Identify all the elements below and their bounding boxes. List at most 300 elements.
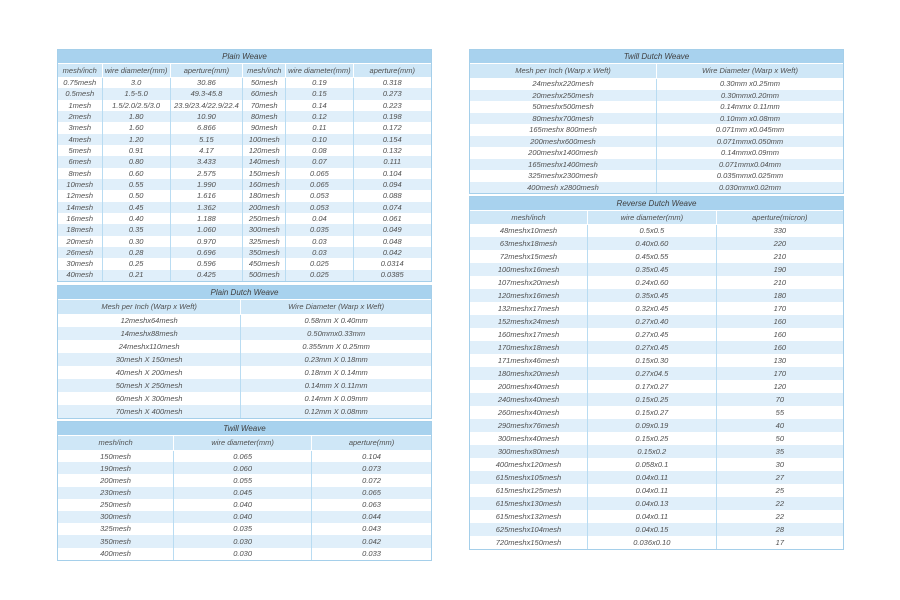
table-cell: 0.15 [286, 88, 353, 99]
table-cell: 1.362 [170, 202, 242, 213]
column-header: wire diameter(mm) [102, 64, 170, 77]
table-cell: 0.063 [312, 499, 431, 511]
table-cell: 40mesh X 200mesh [115, 367, 183, 377]
table-cell: 0.0314 [353, 258, 431, 269]
table-row [470, 182, 843, 194]
table-cell: 4mesh [68, 134, 91, 144]
table-cell: 140mesh [243, 156, 286, 167]
table-cell: 0.28 [102, 247, 170, 258]
table-cell: 3.433 [170, 156, 242, 167]
table-cell: 50mesh [243, 77, 286, 88]
table-cell: 0.0385 [353, 270, 431, 281]
table-cell: 615meshx125mesh [495, 485, 562, 495]
table-cell: 0.04x0.15 [587, 523, 716, 536]
table-cell: 63meshx18mesh [499, 238, 558, 248]
table-cell: 50meshx500mesh [532, 102, 594, 111]
table-cell: 3.0 [102, 77, 170, 88]
table-cell: 24meshx110mesh [118, 341, 180, 351]
table-cell: 0.072 [312, 474, 431, 486]
table-cell: 30mesh X 150mesh [115, 354, 183, 364]
table-cell: 0.104 [353, 168, 431, 179]
table-row [470, 536, 843, 549]
table-row [58, 77, 431, 88]
table-row [58, 535, 431, 547]
table-cell: 0.970 [170, 236, 242, 247]
column-header: mesh/inch [58, 64, 102, 77]
table-cell: 0.30 [102, 236, 170, 247]
column-header: Wire Diameter (Warp x Weft) [657, 64, 844, 78]
column-header: aperture(mm) [312, 436, 431, 450]
table-cell: 160 [716, 328, 843, 341]
table-cell: 1.80 [102, 111, 170, 122]
table-row [58, 405, 431, 418]
table-cell: 0.111 [353, 156, 431, 167]
table-row [470, 302, 843, 315]
table-row [470, 484, 843, 497]
table-cell: 300mesh [100, 512, 131, 522]
table-cell: 160meshx17mesh [497, 329, 560, 339]
table-cell: 22 [716, 510, 843, 523]
table-cell: 0.355mm X 0.25mm [241, 340, 431, 353]
reverse-dutch-weave-grid [470, 211, 843, 549]
table-cell: 180mesh [243, 190, 286, 201]
table-cell: 1.20 [102, 134, 170, 145]
table-cell: 5.15 [170, 134, 242, 145]
table-cell: 2mesh [68, 111, 91, 121]
table-cell: 0.044 [312, 511, 431, 523]
table-cell: 70mesh [243, 100, 286, 111]
table-row [470, 471, 843, 484]
table-cell: 170meshx18mesh [497, 342, 560, 352]
header-row [470, 211, 843, 224]
table-row [470, 159, 843, 171]
table-cell: 22 [716, 497, 843, 510]
table-cell: 0.25 [102, 258, 170, 269]
table-cell: 0.11 [286, 122, 353, 133]
header-row [58, 300, 431, 314]
table-cell: 1.5-5.0 [102, 88, 170, 99]
table-cell: 30.86 [170, 77, 242, 88]
table-cell: 50 [716, 432, 843, 445]
table-cell: 0.17x0.27 [587, 380, 716, 393]
table-cell: 0.043 [312, 523, 431, 535]
table-row [58, 224, 431, 235]
table-cell: 0.03 [286, 247, 353, 258]
table-cell: 120mesh [243, 145, 286, 156]
table-cell: 152meshx24mesh [497, 316, 560, 326]
table-cell: 0.042 [312, 535, 431, 547]
table-cell: 49.3-45.8 [170, 88, 242, 99]
table-cell: 0.104 [312, 450, 431, 462]
table-cell: 18mesh [66, 225, 94, 235]
table-cell: 0.025 [286, 270, 353, 281]
table-row [470, 523, 843, 536]
table-cell: 0.154 [353, 134, 431, 145]
table-cell: 80mesh [243, 111, 286, 122]
column-header: wire diameter(mm) [587, 211, 716, 224]
table-row [58, 450, 431, 462]
table-cell: 350mesh [100, 536, 131, 546]
table-cell: 0.040 [174, 499, 312, 511]
table-cell: 160mesh [243, 179, 286, 190]
table-cell: 0.35 [102, 224, 170, 235]
table-cell: 0.15x0.30 [587, 354, 716, 367]
table-row [58, 179, 431, 190]
table-cell: 250mesh [100, 500, 131, 510]
table-row [470, 113, 843, 125]
table-cell: 0.14mm X 0.11mm [241, 379, 431, 392]
table-cell: 40 [716, 419, 843, 432]
table-cell: 210 [716, 250, 843, 263]
table-row [58, 213, 431, 224]
table-row [58, 247, 431, 258]
table-cell: 0.08 [286, 145, 353, 156]
table-cell: 200meshx600mesh [530, 136, 596, 146]
table-cell: 0.27x04.5 [587, 367, 716, 380]
table-row [470, 276, 843, 289]
table-cell: 2.575 [170, 168, 242, 179]
table-cell: 17 [716, 536, 843, 549]
table-cell: 0.27x0.40 [587, 315, 716, 328]
table-row [58, 523, 431, 535]
table-cell: 0.24x0.60 [587, 276, 716, 289]
table-cell: 615meshx105mesh [495, 472, 562, 482]
table-cell: 0.04x0.13 [587, 497, 716, 510]
column-header: wire diameter(mm) [174, 436, 312, 450]
header-row [58, 436, 431, 450]
table-cell: 0.45x0.55 [587, 250, 716, 263]
table-row [470, 328, 843, 341]
table-cell: 325meshx2300mesh [528, 171, 598, 180]
table-cell: 0.045 [174, 487, 312, 499]
table-cell: 0.060 [174, 462, 312, 474]
table-cell: 0.12 [286, 111, 353, 122]
table-cell: 200meshx1400mesh [528, 148, 598, 157]
table-row [470, 315, 843, 328]
table-cell: 0.50 [102, 190, 170, 201]
table-row [58, 122, 431, 133]
table-cell: 27 [716, 471, 843, 484]
table-row [58, 340, 431, 353]
table-cell: 0.14mm X 0.09mm [241, 392, 431, 405]
table-row [58, 100, 431, 111]
column-header: aperture(mm) [170, 64, 242, 77]
table-cell: 0.55 [102, 179, 170, 190]
table-cell: 615meshx130mesh [495, 498, 562, 508]
table-cell: 0.088 [353, 190, 431, 201]
table-row [58, 511, 431, 523]
table-cell: 0.19 [286, 77, 353, 88]
table-cell: 130 [716, 354, 843, 367]
table-cell: 0.223 [353, 100, 431, 111]
table-cell: 0.065 [286, 168, 353, 179]
table-row [58, 236, 431, 247]
table-cell: 0.04x0.11 [587, 471, 716, 484]
table-cell: 165meshx 800mesh [529, 125, 597, 134]
table-cell: 180 [716, 289, 843, 302]
table-cell: 0.14mmx 0.11mm [657, 101, 844, 113]
table-cell: 0.91 [102, 145, 170, 156]
table-cell: 0.30mmx0.20mm [657, 90, 844, 102]
table-cell: 0.60 [102, 168, 170, 179]
table-cell: 35 [716, 445, 843, 458]
table-row [58, 190, 431, 201]
table-cell: 190 [716, 263, 843, 276]
table-row [470, 237, 843, 250]
table-cell: 8mesh [68, 168, 91, 178]
table-cell: 0.10 [286, 134, 353, 145]
table-cell: 12mesh [66, 191, 94, 201]
table-row [470, 170, 843, 182]
table-cell: 90mesh [243, 122, 286, 133]
table-row [470, 136, 843, 148]
table-cell: 0.036x0.10 [587, 536, 716, 549]
table-row [58, 111, 431, 122]
table-cell: 0.21 [102, 270, 170, 281]
table-cell: 0.132 [353, 145, 431, 156]
table-cell: 0.32x0.45 [587, 302, 716, 315]
table-row [58, 168, 431, 179]
table-cell: 400mesh [100, 548, 131, 558]
table-cell: 26mesh [66, 247, 94, 257]
table-cell: 100meshx16mesh [497, 264, 560, 274]
table-row [58, 156, 431, 167]
table-cell: 0.5x0.5 [587, 224, 716, 237]
table-cell: 0.18mm X 0.14mm [241, 366, 431, 379]
table-row [470, 419, 843, 432]
table-cell: 300meshx80mesh [497, 446, 560, 456]
table-cell: 0.172 [353, 122, 431, 133]
table-cell: 150mesh [243, 168, 286, 179]
table-row [470, 510, 843, 523]
table-cell: 50mesh X 250mesh [115, 380, 183, 390]
table-cell: 1mesh [68, 100, 91, 110]
table-cell: 0.035 [286, 224, 353, 235]
header-row [470, 64, 843, 78]
table-cell: 240meshx40mesh [497, 394, 560, 404]
table-cell: 30 [716, 458, 843, 471]
table-cell: 0.042 [353, 247, 431, 258]
table-cell: 170 [716, 302, 843, 315]
twill-weave-title: Twill Weave [58, 422, 431, 436]
table-cell: 200meshx40mesh [497, 381, 560, 391]
table-row [470, 380, 843, 393]
table-cell: 0.065 [286, 179, 353, 190]
table-cell: 20mesh [66, 236, 94, 246]
table-cell: 5mesh [68, 145, 91, 155]
plain-weave-grid [58, 64, 431, 281]
table-cell: 0.071mmx0.050mm [657, 136, 844, 148]
table-cell: 80meshx700mesh [532, 113, 594, 123]
table-cell: 0.696 [170, 247, 242, 258]
table-row [58, 379, 431, 392]
twill-dutch-weave-grid [470, 64, 843, 193]
table-cell: 0.035mmx0.025mm [657, 170, 844, 182]
table-cell: 150mesh [100, 451, 131, 461]
table-cell: 0.049 [353, 224, 431, 235]
table-cell: 0.030mmx0.02mm [657, 182, 844, 194]
table-cell: 0.03 [286, 236, 353, 247]
table-cell: 14meshx88mesh [120, 328, 178, 338]
table-cell: 0.065 [312, 487, 431, 499]
table-cell: 1.060 [170, 224, 242, 235]
table-cell: 107meshx20mesh [497, 277, 560, 287]
table-cell: 70mesh X 400mesh [115, 406, 183, 416]
table-cell: 0.055 [174, 474, 312, 486]
table-cell: 0.058x0.1 [587, 458, 716, 471]
table-cell: 0.80 [102, 156, 170, 167]
table-cell: 230mesh [100, 487, 131, 497]
table-row [470, 393, 843, 406]
table-cell: 170 [716, 367, 843, 380]
table-cell: 0.073 [312, 462, 431, 474]
table-cell: 171meshx46mesh [497, 355, 560, 365]
table-cell: 120meshx16mesh [497, 290, 560, 300]
column-header: Mesh per Inch (Warp x Weft) [58, 300, 241, 314]
table-cell: 0.15x0.27 [587, 406, 716, 419]
plain-dutch-weave-table [57, 285, 432, 419]
table-cell: 450mesh [243, 258, 286, 269]
table-cell: 0.04 [286, 213, 353, 224]
twill-weave-table [57, 421, 432, 561]
table-cell: 1.990 [170, 179, 242, 190]
table-cell: 0.14 [286, 100, 353, 111]
plain-weave-table [57, 49, 432, 282]
table-row [470, 354, 843, 367]
table-cell: 210 [716, 276, 843, 289]
table-row [470, 147, 843, 159]
table-cell: 400mesh x2800mesh [527, 182, 599, 192]
table-row [58, 270, 431, 281]
table-row [470, 124, 843, 136]
table-cell: 1.60 [102, 122, 170, 133]
table-cell: 300meshx40mesh [497, 433, 560, 443]
table-cell: 0.065 [174, 450, 312, 462]
table-row [58, 548, 431, 560]
table-cell: 0.048 [353, 236, 431, 247]
table-cell: 0.23mm X 0.18mm [241, 353, 431, 366]
table-cell: 1.616 [170, 190, 242, 201]
table-cell: 625meshx104mesh [495, 524, 562, 534]
table-row [470, 101, 843, 113]
table-cell: 0.035 [174, 523, 312, 535]
table-cell: 16mesh [66, 213, 94, 223]
table-cell: 0.030 [174, 548, 312, 560]
table-cell: 190mesh [100, 463, 131, 473]
table-cell: 120 [716, 380, 843, 393]
table-cell: 180meshx20mesh [497, 368, 560, 378]
table-cell: 0.033 [312, 548, 431, 560]
table-cell: 0.273 [353, 88, 431, 99]
table-cell: 0.198 [353, 111, 431, 122]
table-cell: 220 [716, 237, 843, 250]
reverse-dutch-weave-title: Reverse Dutch Weave [470, 197, 843, 211]
table-cell: 0.27x0.45 [587, 341, 716, 354]
column-header: mesh/inch [243, 64, 286, 77]
table-cell: 260meshx40mesh [497, 407, 560, 417]
table-cell: 0.10mm x0.08mm [657, 113, 844, 125]
table-cell: 330 [716, 224, 843, 237]
table-row [470, 90, 843, 102]
table-cell: 400meshx120mesh [495, 459, 562, 469]
table-cell: 0.5mesh [65, 89, 95, 99]
table-cell: 3mesh [68, 123, 91, 133]
table-row [58, 499, 431, 511]
table-cell: 48meshx10mesh [499, 226, 558, 235]
table-cell: 615meshx132mesh [495, 511, 562, 521]
twill-dutch-weave-title: Twill Dutch Weave [470, 50, 843, 64]
reverse-dutch-weave-table [469, 196, 844, 550]
table-cell: 0.07 [286, 156, 353, 167]
table-row [470, 432, 843, 445]
table-cell: 0.318 [353, 77, 431, 88]
table-cell: 0.12mm X 0.08mm [241, 405, 431, 418]
table-cell: 6.866 [170, 122, 242, 133]
table-cell: 0.15x0.25 [587, 432, 716, 445]
table-cell: 0.071mm x0.045mm [657, 124, 844, 136]
column-header: wire diameter(mm) [286, 64, 353, 77]
table-cell: 0.40 [102, 213, 170, 224]
table-cell: 0.15x0.2 [587, 445, 716, 458]
table-row [58, 474, 431, 486]
table-cell: 0.074 [353, 202, 431, 213]
table-cell: 0.061 [353, 213, 431, 224]
table-row [470, 263, 843, 276]
table-cell: 0.35x0.45 [587, 263, 716, 276]
table-cell: 0.30mm x0.25mm [657, 78, 844, 90]
column-header: mesh/inch [470, 211, 587, 224]
plain-weave-title: Plain Weave [58, 50, 431, 64]
table-cell: 0.45 [102, 202, 170, 213]
table-cell: 40mesh [66, 270, 94, 280]
table-cell: 0.15x0.25 [587, 393, 716, 406]
table-cell: 55 [716, 406, 843, 419]
table-cell: 0.425 [170, 270, 242, 281]
table-cell: 25 [716, 484, 843, 497]
table-cell: 132meshx17mesh [497, 303, 560, 313]
table-row [58, 487, 431, 499]
table-cell: 0.35x0.45 [587, 289, 716, 302]
header-row [58, 64, 431, 77]
table-row [470, 250, 843, 263]
table-cell: 24meshx220mesh [532, 79, 594, 89]
table-cell: 160 [716, 315, 843, 328]
table-cell: 290meshx76mesh [497, 420, 560, 430]
table-cell: 0.04x0.11 [587, 510, 716, 523]
table-row [470, 367, 843, 380]
column-header: mesh/inch [58, 436, 174, 450]
table-row [58, 392, 431, 405]
table-row [470, 289, 843, 302]
table-cell: 0.030 [174, 535, 312, 547]
table-cell: 28 [716, 523, 843, 536]
table-cell: 0.040 [174, 511, 312, 523]
column-header: Mesh per Inch (Warp x Weft) [470, 64, 657, 78]
table-cell: 1.5/2.0/2.5/3.0 [102, 100, 170, 111]
table-row [470, 497, 843, 510]
table-cell: 100mesh [243, 134, 286, 145]
plain-dutch-weave-title: Plain Dutch Weave [58, 286, 431, 300]
table-cell: 0.071mmx0.04mm [657, 159, 844, 171]
table-cell: 165meshx1400mesh [528, 159, 598, 169]
table-row [58, 88, 431, 99]
table-cell: 0.40x0.60 [587, 237, 716, 250]
table-row [470, 406, 843, 419]
table-row [58, 314, 431, 327]
table-cell: 10.90 [170, 111, 242, 122]
table-cell: 10mesh [66, 179, 94, 189]
table-row [470, 458, 843, 471]
